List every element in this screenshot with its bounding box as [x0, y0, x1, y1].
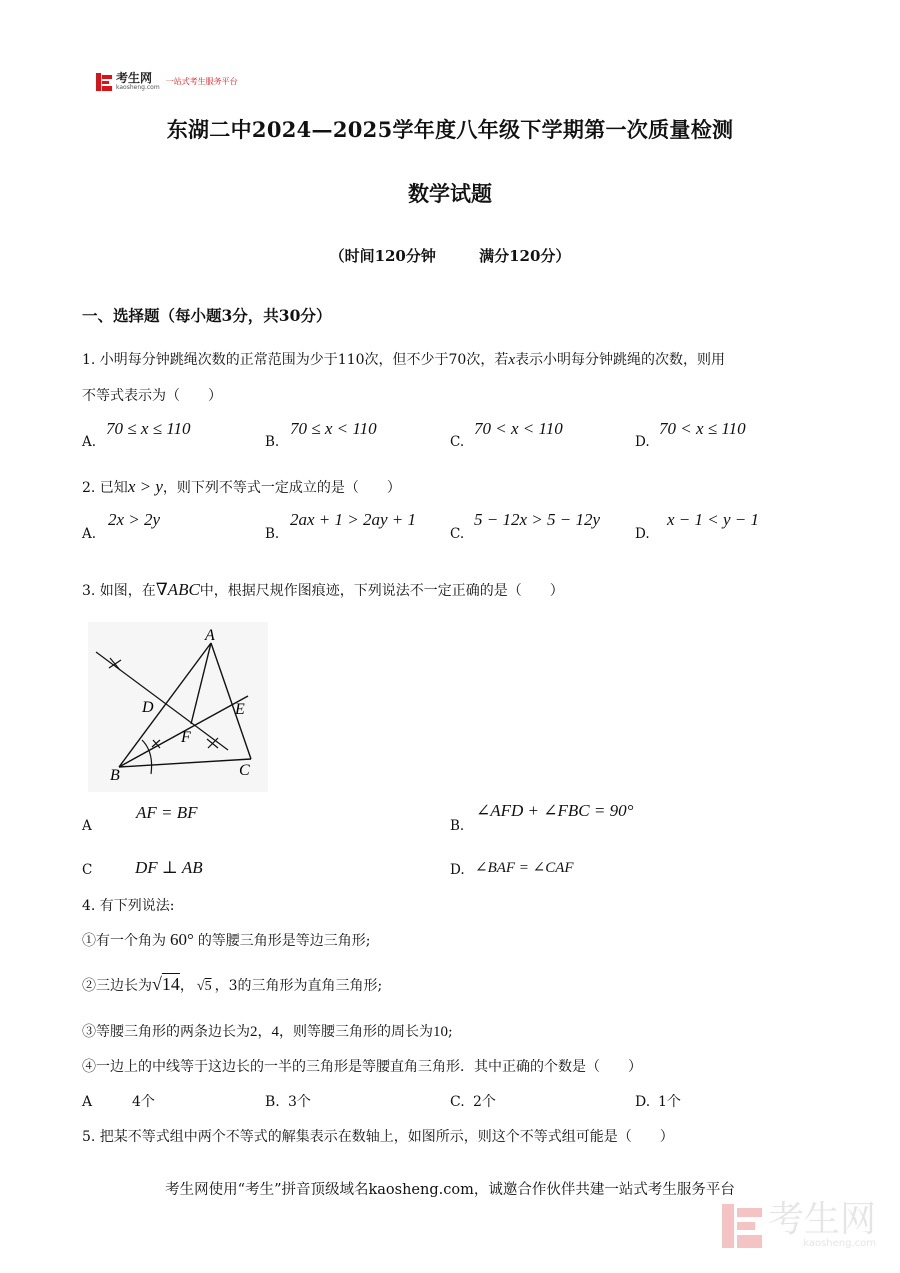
- q2-option-c: 5 − 12x > 5 − 12y: [474, 510, 601, 529]
- label-a: A: [205, 627, 215, 644]
- q1-option-a-label: A.: [82, 434, 97, 450]
- q3-option-b: ∠AFD + ∠FBC = 90°: [476, 801, 634, 820]
- q1-option-a: 70 ≤ x ≤ 110: [106, 419, 191, 438]
- exam-subtitle: 数学试题: [408, 181, 492, 206]
- logo-name: 考生网: [116, 71, 153, 85]
- q2-stem: 2. 已知x > y，则下列不等式一定成立的是（ ）: [82, 477, 401, 496]
- q2-option-d-label: D.: [635, 526, 650, 542]
- watermark-logo-icon: [722, 1204, 762, 1248]
- q3-option-c: DF ⊥ AB: [135, 858, 203, 877]
- q2-option-a-label: A.: [82, 526, 97, 542]
- q2-option-d: x − 1 < y − 1: [667, 510, 760, 529]
- q1-stem-line2: 不等式表示为（ ）: [82, 388, 222, 404]
- q2-option-b: 2ax + 1 > 2ay + 1: [290, 510, 417, 529]
- q3-option-a-label: A: [82, 818, 92, 834]
- q1-stem-line1: 1. 小明每分钟跳绳次数的正常范围为少于110次，但不少于70次，若x表示小明每分钟跳绳的次数，则用: [82, 352, 726, 368]
- kaosheng-logo-icon: [96, 73, 112, 91]
- watermark-domain: kaosheng.com: [803, 1238, 876, 1249]
- q3-option-c-label: C: [82, 862, 93, 878]
- q3-option-b-label: B.: [450, 818, 465, 834]
- label-d: D: [142, 699, 154, 716]
- exam-time: （时间120分钟: [329, 247, 436, 265]
- label-c: C: [239, 762, 250, 779]
- q3-option-d-label: D.: [450, 862, 465, 878]
- q1-option-c: 70 < x < 110: [474, 419, 563, 438]
- q4-stem: 4. 有下列说法:: [82, 898, 175, 914]
- q3-geometry-figure: [88, 622, 268, 792]
- q4-option-a: 4个: [132, 1094, 155, 1110]
- label-f: F: [181, 729, 191, 746]
- watermark: [722, 1199, 876, 1249]
- q2-option-b-label: B.: [265, 526, 280, 542]
- watermark-text: 考生网: [767, 1199, 876, 1240]
- sqrt-5: √5: [196, 979, 212, 994]
- q4-option-b-label: B.: [265, 1094, 280, 1110]
- q1-option-c-label: C.: [450, 434, 465, 450]
- exam-meta: [0, 245, 900, 266]
- label-e: E: [235, 701, 245, 718]
- q4-option-c: 2个: [473, 1094, 496, 1110]
- q4-option-c-label: C.: [450, 1094, 465, 1110]
- footer-text: 考生网使用“考生”拼音顶级域名kaosheng.com，诚邀合作伙伴共建一站式考生服务平台: [165, 1182, 735, 1198]
- q3-option-d: ∠BAF = ∠CAF: [475, 860, 574, 876]
- q3-option-a: AF = BF: [136, 803, 198, 822]
- exam-score: 满分120分）: [479, 247, 571, 265]
- q2-option-c-label: C.: [450, 526, 465, 542]
- q1-option-b: 70 ≤ x < 110: [290, 419, 377, 438]
- header-logo: [96, 72, 238, 91]
- q1-option-d: 70 < x ≤ 110: [659, 419, 746, 438]
- q4-option-b: 3个: [288, 1094, 311, 1110]
- q4-option-d: 1个: [658, 1094, 681, 1110]
- q4-statement-3: ③等腰三角形的两条边长为2，4，则等腰三角形的周长为10;: [82, 1024, 453, 1040]
- q4-statement-4: ④一边上的中线等于这边长的一半的三角形是等腰直角三角形．其中正确的个数是（ ）: [82, 1059, 642, 1075]
- label-b: B: [110, 767, 120, 784]
- exam-title: 东湖二中2024—2025学年度八年级下学期第一次质量检测: [166, 117, 734, 142]
- q1-option-b-label: B.: [265, 434, 280, 450]
- q2-option-a: 2x > 2y: [108, 510, 161, 529]
- q4-option-a-label: A: [82, 1094, 93, 1110]
- logo-slogan: 一站式考生服务平台: [165, 77, 238, 86]
- q4-statement-2: ②三边长为√14， √5 ，3的三角形为直角三角形;: [82, 974, 383, 994]
- q1-option-d-label: D.: [635, 434, 650, 450]
- sqrt-14: √14: [152, 974, 180, 994]
- section-heading: 一、选择题（每小题3分，共30分）: [82, 306, 332, 325]
- q4-option-d-label: D.: [635, 1094, 651, 1110]
- logo-domain: kaosheng.com: [116, 84, 160, 91]
- q3-stem: 3. 如图，在∇ABC中，根据尺规作图痕迹，下列说法不一定正确的是（ ）: [82, 580, 564, 599]
- q4-statement-1: ①有一个角为 60° 的等腰三角形是等边三角形;: [82, 930, 371, 949]
- q5-stem: 5. 把某不等式组中两个不等式的解集表示在数轴上，如图所示，则这个不等式组可能是（ ）: [82, 1129, 674, 1145]
